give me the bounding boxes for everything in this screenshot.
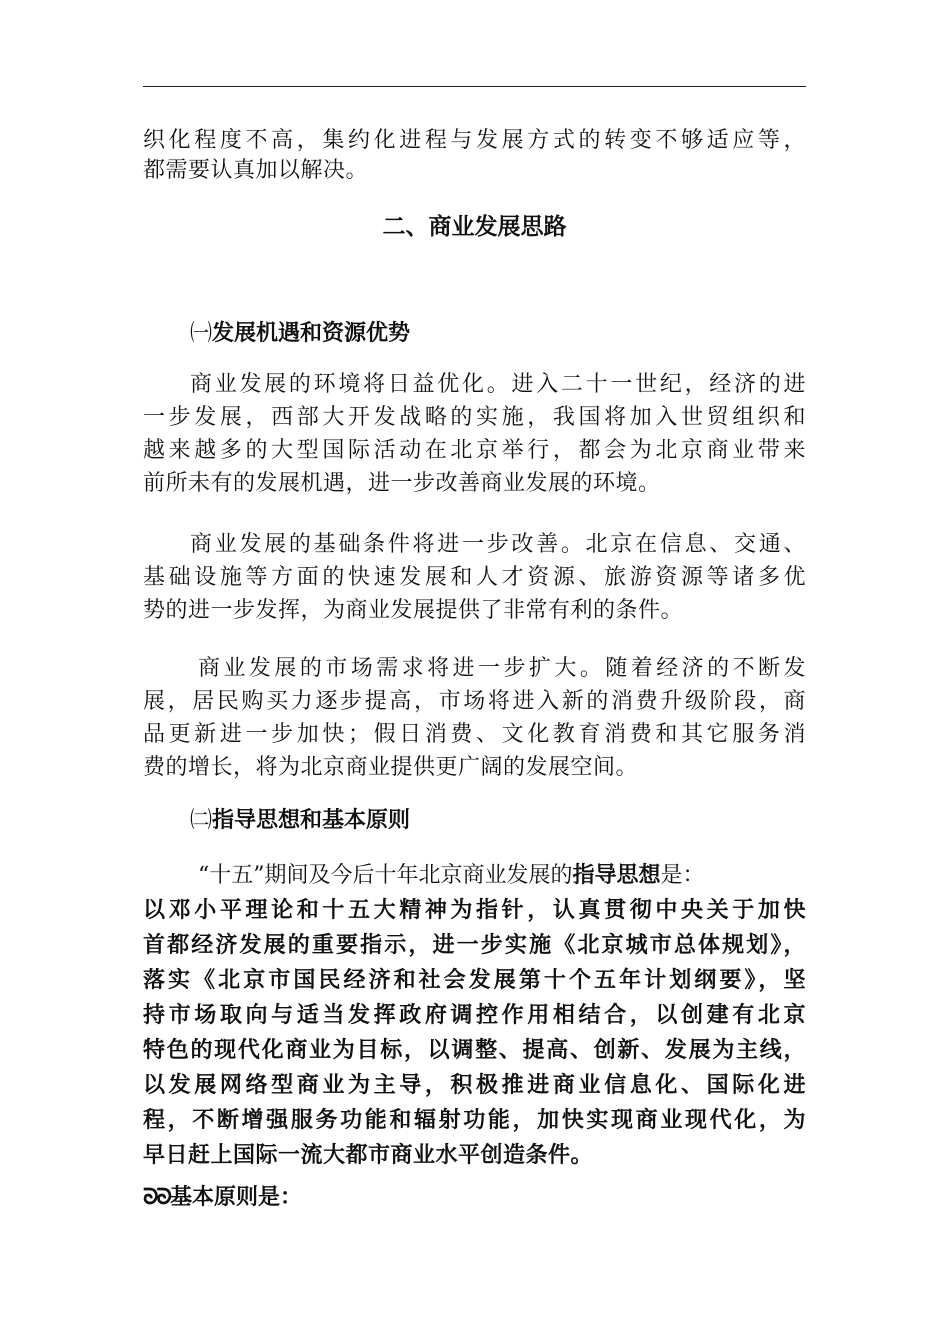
principle-heading xyxy=(143,1182,302,1213)
para2-line-1: 商业发展的基础条件将进一步改善。北京在信息、交通、 xyxy=(190,532,806,557)
subheading-number: ㈡ xyxy=(190,808,213,833)
header-rule xyxy=(143,86,806,87)
para1-line-4: 前所未有的发展机遇，进一步改善商业发展的环境。 xyxy=(143,471,661,496)
guide-line-7: 程，不断增强服务功能和辐射功能，加快实现商业现代化，为 xyxy=(143,1107,806,1133)
guide-line-1: 以邓小平理论和十五大精神为指针，认真贯彻中央关于加快 xyxy=(143,897,806,923)
para3-line-1: 商业发展的市场需求将进一步扩大。随着经济的不断发 xyxy=(198,656,806,681)
intro-line-1: 织化程度不高，集约化进程与发展方式的转变不够适应等， xyxy=(143,128,806,153)
para1-line-2: 一步发展，西部大开发战略的实施，我国将加入世贸组织和 xyxy=(143,405,806,430)
guide-line-6: 以发展网络型商业为主导，积极推进商业信息化、国际化进 xyxy=(143,1072,806,1098)
principle-label: 基本原则是： xyxy=(169,1184,302,1210)
subheading-title: 发展机遇和资源优势 xyxy=(212,320,411,346)
guide-line-5: 特色的现代化商业为目标，以调整、提高、创新、发展为主线， xyxy=(143,1037,806,1063)
para1-line-3: 越来越多的大型国际活动在北京举行，都会为北京商业带来 xyxy=(143,438,806,463)
para3-line-4: 费的增长，将为北京商业提供更广阔的发展空间。 xyxy=(143,755,639,780)
guide-line-8: 早日赶上国际一流大都市商业水平创造条件。 xyxy=(143,1142,594,1168)
intro-line-2: 都需要认真加以解决。 xyxy=(143,158,369,183)
subheading-number: ㈠ xyxy=(190,321,213,346)
para3-line-3: 品更新进一步加快；假日消费、文化教育消费和其它服务消 xyxy=(143,722,806,747)
guide-key: 指导思想 xyxy=(572,862,661,888)
section-title: 二、商业发展思路 xyxy=(382,213,567,240)
guide-lead: “十五”期间及今后十年北京商业发展的 xyxy=(198,863,573,888)
guide-tail: 是： xyxy=(660,863,705,888)
guide-line-2: 首都经济发展的重要指示，进一步实施《北京城市总体规划》， xyxy=(143,932,806,958)
ornament-icon: ᘐᘐ xyxy=(143,1184,170,1210)
para2-line-2: 基础设施等方面的快速发展和人才资源、旅游资源等诸多优 xyxy=(143,565,806,590)
para1-line-1: 商业发展的环境将日益优化。进入二十一世纪，经济的进 xyxy=(190,372,806,397)
para3-line-2: 展，居民购买力逐步提高，市场将进入新的消费升级阶段，商 xyxy=(143,689,806,714)
guide-line-4: 持市场取向与适当发挥政府调控作用相结合，以创建有北京 xyxy=(143,1002,806,1028)
guide-line-3: 落实《北京市国民经济和社会发展第十个五年计划纲要》，坚 xyxy=(143,967,806,993)
subheading-title: 指导思想和基本原则 xyxy=(212,807,411,833)
guide-lead-line xyxy=(198,860,705,891)
subheading-opportunities xyxy=(190,318,410,349)
para2-line-3: 势的进一步发挥，为商业发展提供了非常有利的条件。 xyxy=(143,598,684,623)
subheading-guidelines xyxy=(190,805,410,836)
